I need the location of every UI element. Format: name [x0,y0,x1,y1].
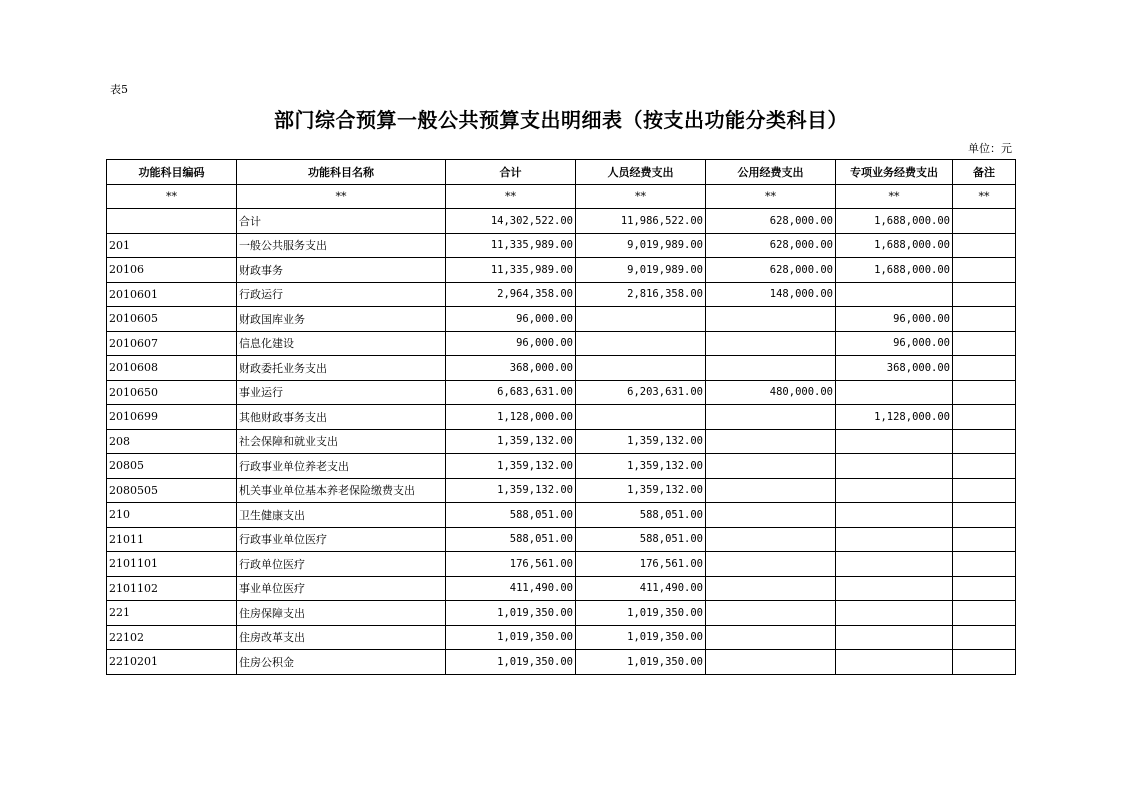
table-row [107,454,1016,479]
row-personnel-cell: 1,019,350.00 [576,625,706,650]
row-personnel-cell [576,405,706,430]
table-row [107,503,1016,528]
header-public: 公用经费支出 [706,160,836,185]
row-total-cell: 11,335,989.00 [446,233,576,258]
row-public-cell [706,356,836,381]
row-name-cell: 一般公共服务支出 [237,233,446,258]
marker-cell: ** [237,184,446,209]
row-note-cell [953,307,1016,332]
table-row [107,601,1016,626]
row-note-cell [953,233,1016,258]
row-code-cell [107,209,237,234]
header-name: 功能科目名称 [237,160,446,185]
row-special-cell [836,552,953,577]
table-row [107,233,1016,258]
row-personnel-cell [576,331,706,356]
row-note-cell [953,331,1016,356]
table-row [107,429,1016,454]
row-name-cell: 卫生健康支出 [237,503,446,528]
row-code-cell: 2010699 [107,405,237,430]
row-code-cell: 2010601 [107,282,237,307]
row-code-cell: 2010607 [107,331,237,356]
row-note-cell [953,258,1016,283]
row-total-cell: 1,359,132.00 [446,429,576,454]
row-special-cell [836,527,953,552]
table-number: 表5 [110,83,128,96]
table-row [107,282,1016,307]
row-special-cell [836,503,953,528]
table-header [107,160,1016,209]
row-personnel-cell: 2,816,358.00 [576,282,706,307]
row-name-cell: 其他财政事务支出 [237,405,446,430]
row-special-cell: 1,128,000.00 [836,405,953,430]
row-note-cell [953,282,1016,307]
header-row [107,160,1016,185]
row-personnel-cell: 1,359,132.00 [576,478,706,503]
marker-cell: ** [836,184,953,209]
row-code-cell: 2101102 [107,576,237,601]
row-public-cell [706,650,836,675]
row-public-cell [706,527,836,552]
row-public-cell [706,454,836,479]
table-row [107,625,1016,650]
row-total-cell: 6,683,631.00 [446,380,576,405]
row-name-cell: 社会保障和就业支出 [237,429,446,454]
marker-cell: ** [107,184,237,209]
row-total-cell: 588,051.00 [446,503,576,528]
row-total-cell: 368,000.00 [446,356,576,381]
row-note-cell [953,503,1016,528]
row-public-cell: 628,000.00 [706,209,836,234]
row-personnel-cell: 588,051.00 [576,527,706,552]
row-name-cell: 机关事业单位基本养老保险缴费支出 [237,478,446,503]
row-public-cell: 628,000.00 [706,233,836,258]
row-note-cell [953,650,1016,675]
table-row [107,650,1016,675]
row-special-cell [836,650,953,675]
row-name-cell: 住房改革支出 [237,625,446,650]
row-special-cell: 96,000.00 [836,331,953,356]
row-public-cell: 480,000.00 [706,380,836,405]
row-name-cell: 行政运行 [237,282,446,307]
row-code-cell: 201 [107,233,237,258]
row-code-cell: 221 [107,601,237,626]
marker-cell: ** [446,184,576,209]
row-special-cell [836,454,953,479]
row-total-cell: 96,000.00 [446,331,576,356]
row-note-cell [953,356,1016,381]
row-code-cell: 2101101 [107,552,237,577]
table-row [107,527,1016,552]
header-code: 功能科目编码 [107,160,237,185]
table-row [107,356,1016,381]
page-title: 部门综合预算一般公共预算支出明细表（按支出功能分类科目） [274,108,848,132]
unit-label: 单位：元 [968,142,1012,155]
row-personnel-cell: 9,019,989.00 [576,258,706,283]
row-name-cell: 财政国库业务 [237,307,446,332]
row-personnel-cell: 6,203,631.00 [576,380,706,405]
row-public-cell [706,405,836,430]
header-note: 备注 [953,160,1016,185]
row-total-cell: 1,128,000.00 [446,405,576,430]
row-code-cell: 21011 [107,527,237,552]
row-total-cell: 11,335,989.00 [446,258,576,283]
header-total: 合计 [446,160,576,185]
row-total-cell: 2,964,358.00 [446,282,576,307]
row-public-cell [706,503,836,528]
marker-row [107,184,1016,209]
table-row [107,331,1016,356]
row-name-cell: 财政事务 [237,258,446,283]
row-personnel-cell: 1,019,350.00 [576,650,706,675]
row-code-cell: 2010650 [107,380,237,405]
row-total-cell: 1,019,350.00 [446,601,576,626]
row-public-cell [706,601,836,626]
row-personnel-cell: 1,359,132.00 [576,454,706,479]
row-personnel-cell: 1,359,132.00 [576,429,706,454]
row-total-cell: 1,019,350.00 [446,625,576,650]
row-total-cell: 14,302,522.00 [446,209,576,234]
row-name-cell: 事业单位医疗 [237,576,446,601]
row-note-cell [953,527,1016,552]
row-note-cell [953,405,1016,430]
row-total-cell: 1,359,132.00 [446,454,576,479]
row-personnel-cell: 11,986,522.00 [576,209,706,234]
row-name-cell: 行政事业单位医疗 [237,527,446,552]
row-special-cell [836,282,953,307]
row-personnel-cell: 176,561.00 [576,552,706,577]
row-name-cell: 住房保障支出 [237,601,446,626]
row-public-cell [706,625,836,650]
row-public-cell [706,576,836,601]
row-name-cell: 行政事业单位养老支出 [237,454,446,479]
row-public-cell [706,552,836,577]
table-row [107,307,1016,332]
row-total-cell: 176,561.00 [446,552,576,577]
row-special-cell: 1,688,000.00 [836,258,953,283]
row-name-cell: 信息化建设 [237,331,446,356]
row-personnel-cell: 411,490.00 [576,576,706,601]
row-code-cell: 208 [107,429,237,454]
row-public-cell: 628,000.00 [706,258,836,283]
row-total-cell: 96,000.00 [446,307,576,332]
row-note-cell [953,209,1016,234]
row-note-cell [953,601,1016,626]
row-special-cell: 1,688,000.00 [836,209,953,234]
row-total-cell: 411,490.00 [446,576,576,601]
row-personnel-cell: 1,019,350.00 [576,601,706,626]
row-note-cell [953,429,1016,454]
table-row [107,478,1016,503]
header-personnel: 人员经费支出 [576,160,706,185]
table-row [107,209,1016,234]
row-special-cell: 368,000.00 [836,356,953,381]
row-special-cell [836,601,953,626]
row-code-cell: 2080505 [107,478,237,503]
row-name-cell: 事业运行 [237,380,446,405]
row-code-cell: 2210201 [107,650,237,675]
row-total-cell: 1,019,350.00 [446,650,576,675]
row-code-cell: 22102 [107,625,237,650]
row-code-cell: 210 [107,503,237,528]
row-code-cell: 20805 [107,454,237,479]
row-code-cell: 20106 [107,258,237,283]
row-note-cell [953,380,1016,405]
row-personnel-cell [576,356,706,381]
row-personnel-cell: 588,051.00 [576,503,706,528]
row-special-cell [836,576,953,601]
marker-cell: ** [953,184,1016,209]
row-special-cell [836,380,953,405]
row-note-cell [953,576,1016,601]
row-note-cell [953,478,1016,503]
table-row [107,380,1016,405]
row-personnel-cell [576,307,706,332]
table-body [107,209,1016,675]
row-personnel-cell: 9,019,989.00 [576,233,706,258]
budget-table [106,159,1016,675]
row-name-cell: 财政委托业务支出 [237,356,446,381]
row-name-cell: 行政单位医疗 [237,552,446,577]
row-note-cell [953,454,1016,479]
marker-cell: ** [706,184,836,209]
row-total-cell: 1,359,132.00 [446,478,576,503]
row-public-cell [706,331,836,356]
marker-cell: ** [576,184,706,209]
table-row [107,405,1016,430]
row-special-cell [836,478,953,503]
row-total-cell: 588,051.00 [446,527,576,552]
row-special-cell [836,429,953,454]
row-note-cell [953,552,1016,577]
row-public-cell [706,429,836,454]
header-special: 专项业务经费支出 [836,160,953,185]
table-row [107,576,1016,601]
row-name-cell: 住房公积金 [237,650,446,675]
row-public-cell: 148,000.00 [706,282,836,307]
row-note-cell [953,625,1016,650]
table-row [107,258,1016,283]
row-public-cell [706,307,836,332]
row-special-cell [836,625,953,650]
row-public-cell [706,478,836,503]
row-special-cell: 96,000.00 [836,307,953,332]
row-name-cell: 合计 [237,209,446,234]
row-code-cell: 2010608 [107,356,237,381]
row-special-cell: 1,688,000.00 [836,233,953,258]
table-row [107,552,1016,577]
row-code-cell: 2010605 [107,307,237,332]
